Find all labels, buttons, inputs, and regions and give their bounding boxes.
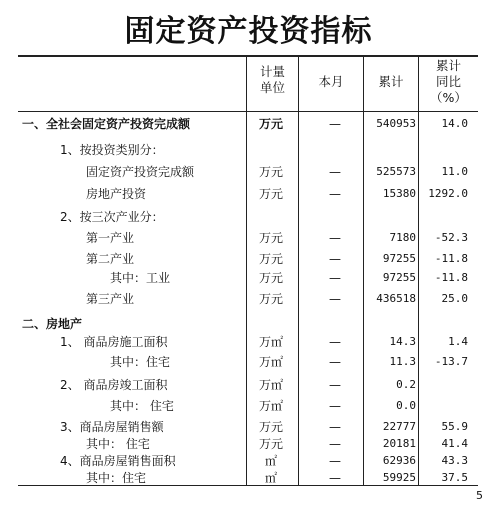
row-unit: ㎡ [264, 454, 277, 468]
row-unit: 万元 [258, 187, 283, 201]
table-row [0, 207, 497, 227]
header-month [299, 74, 363, 90]
header-cumulative-label: 累计 [378, 74, 404, 89]
row-month: — [329, 399, 341, 413]
row-cumulative: 11.3 [389, 355, 416, 368]
table-row [0, 375, 497, 395]
row-label: 其中： 住宅 [110, 399, 174, 413]
row-label: 一、全社会固定资产投资完成额 [22, 117, 191, 131]
row-yoy: -11.8 [434, 252, 468, 265]
row-month: — [329, 117, 341, 131]
row-unit: 万㎡ [258, 355, 283, 369]
row-unit: 万元 [258, 165, 283, 179]
row-cumulative: 14.3 [389, 335, 416, 348]
row-yoy: 1.4 [448, 335, 468, 348]
row-label: 其中：工业 [110, 271, 171, 285]
header-unit-line2: 单位 [259, 80, 285, 95]
row-label: 房地产投资 [86, 187, 147, 201]
row-yoy: 11.0 [441, 165, 468, 178]
table-row [0, 396, 497, 416]
row-unit: 万元 [258, 292, 283, 306]
row-label: 第一产业 [86, 231, 135, 245]
row-cumulative: 436518 [376, 292, 416, 305]
row-cumulative: 7180 [389, 231, 416, 244]
row-label: 2、按三次产业分： [60, 210, 164, 224]
row-month: — [329, 471, 341, 485]
row-label: 二、房地产 [22, 317, 83, 331]
row-cumulative: 20181 [382, 437, 416, 450]
header-month-label: 本月 [318, 74, 344, 89]
row-yoy: 55.9 [441, 420, 468, 433]
row-cumulative: 62936 [382, 454, 416, 467]
row-label: 1、 商品房施工面积 [60, 335, 168, 349]
row-month: — [329, 231, 341, 245]
row-unit: 万元 [258, 117, 283, 131]
row-label: 其中： 住宅 [86, 437, 150, 451]
row-month: — [329, 378, 341, 392]
table-row [0, 184, 497, 204]
row-yoy: 1292.0 [428, 187, 468, 200]
row-cumulative: 0.0 [396, 399, 416, 412]
row-label: 其中：住宅 [86, 471, 147, 485]
page-number: 5 [476, 489, 483, 502]
table-row [0, 162, 497, 182]
row-unit: 万元 [258, 252, 283, 266]
row-unit: 万元 [258, 271, 283, 285]
table-row [0, 114, 497, 134]
row-month: — [329, 187, 341, 201]
row-month: — [329, 271, 341, 285]
header-yoy [419, 58, 478, 106]
row-month: — [329, 165, 341, 179]
page-title: 固定资产投资指标 [124, 14, 373, 49]
header-bottom-border [18, 111, 478, 112]
row-label: 第二产业 [86, 252, 135, 266]
row-cumulative: 59925 [382, 471, 416, 484]
table-row [0, 352, 497, 372]
header-cumulative [364, 74, 418, 90]
row-month: — [329, 437, 341, 451]
row-month: — [329, 420, 341, 434]
header-yoy-line3: （%） [430, 90, 467, 105]
table-row [0, 289, 497, 309]
row-month: — [329, 355, 341, 369]
row-yoy: 14.0 [441, 117, 468, 130]
row-unit: 万元 [258, 231, 283, 245]
row-cumulative: 525573 [376, 165, 416, 178]
table-row [0, 140, 497, 160]
row-label: 固定资产投资完成额 [86, 165, 195, 179]
row-cumulative: 540953 [376, 117, 416, 130]
table-row [0, 468, 497, 488]
row-yoy: 43.3 [441, 454, 468, 467]
row-unit: 万㎡ [258, 335, 283, 349]
table-row [0, 314, 497, 334]
header-unit [247, 64, 298, 96]
header-yoy-line2: 同比 [435, 74, 461, 89]
table-top-border [18, 55, 478, 57]
table-row [0, 268, 497, 288]
row-cumulative: 0.2 [396, 378, 416, 391]
row-yoy: -11.8 [434, 271, 468, 284]
row-label: 2、 商品房竣工面积 [60, 378, 168, 392]
header-yoy-line1: 累计 [435, 58, 461, 73]
table-row [0, 249, 497, 269]
table-row [0, 332, 497, 352]
row-month: — [329, 335, 341, 349]
row-cumulative: 97255 [382, 271, 416, 284]
row-label: 第三产业 [86, 292, 135, 306]
row-label: 4、商品房屋销售面积 [60, 454, 176, 468]
row-unit: 万元 [258, 437, 283, 451]
row-unit: 万元 [258, 420, 283, 434]
row-unit: 万㎡ [258, 378, 283, 392]
row-yoy: 37.5 [441, 471, 468, 484]
row-unit: 万㎡ [258, 399, 283, 413]
row-unit: ㎡ [264, 471, 277, 485]
row-yoy: -52.3 [434, 231, 468, 244]
row-month: — [329, 252, 341, 266]
row-cumulative: 15380 [382, 187, 416, 200]
row-month: — [329, 292, 341, 306]
row-label: 其中：住宅 [110, 355, 171, 369]
row-label: 3、商品房屋销售额 [60, 420, 164, 434]
row-cumulative: 97255 [382, 252, 416, 265]
header-unit-line1: 计量 [259, 64, 285, 79]
row-cumulative: 22777 [382, 420, 416, 433]
row-label: 1、按投资类别分： [60, 143, 164, 157]
row-yoy: 41.4 [441, 437, 468, 450]
row-yoy: 25.0 [441, 292, 468, 305]
row-month: — [329, 454, 341, 468]
row-yoy: -13.7 [434, 355, 468, 368]
table-row [0, 228, 497, 248]
